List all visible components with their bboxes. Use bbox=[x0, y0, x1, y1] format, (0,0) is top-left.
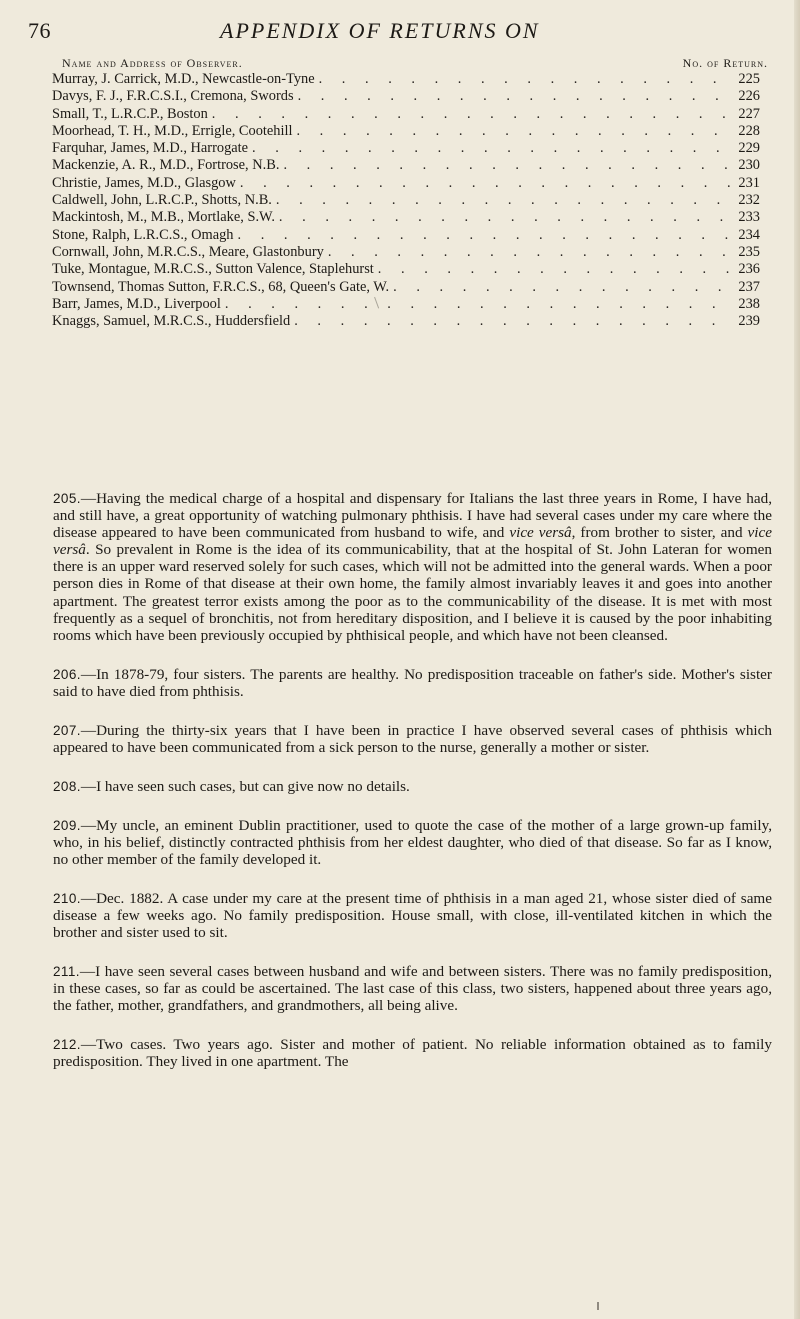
return-number: 232 bbox=[738, 192, 760, 209]
header-observer: Name and Address of Observer. bbox=[62, 56, 243, 70]
paragraph-text: . So prevalent in Rome is the idea of its communicability, that at the hospital of St. John Lateran for women there is an upper ward reserved solely for such cases, which will not be admitted into the general wards. When a poor person dies in Rome of that disease at their own home, the family almost invariably leaves it and goes into another apartment. The greatest terror exists among the poor as to the communicability of the disease. It is met with most frequently as a sequel of bronchitis, not from hereditary disposition, and I believe it is caused by the poor inhabiting rooms which have been previously occupied by phthisical people, and which have not been cleansed. bbox=[53, 541, 772, 644]
italic-phrase: vice versâ bbox=[509, 524, 572, 542]
paragraph-number: 206. bbox=[53, 666, 81, 682]
paragraph-text: , from brother to sister, and bbox=[571, 524, 748, 542]
observer-row bbox=[52, 227, 760, 244]
paragraph bbox=[53, 778, 772, 795]
return-number: 226 bbox=[738, 88, 760, 105]
dot-leader bbox=[315, 71, 732, 88]
dot-leader bbox=[221, 296, 732, 313]
observer-name: Stone, Ralph, L.R.C.S., Omagh bbox=[52, 226, 234, 243]
observer-row bbox=[52, 192, 760, 209]
observer-row bbox=[52, 123, 760, 140]
paragraph-number: 210. bbox=[53, 890, 81, 906]
running-head: APPENDIX OF RETURNS ON bbox=[220, 18, 540, 43]
return-number: 239 bbox=[738, 313, 760, 330]
paragraph-text: —I have seen such cases, but can give now no details. bbox=[80, 777, 410, 795]
paragraph-text: —Having the medical charge of a hospital and dispensary for Italians the last three years in Rome, I have had, and still have, a great opportunity of watching pulmonary phthisis. I have had several cases under my care where the disease appeared to have been communicated from husband to wife, and bbox=[53, 490, 772, 542]
paragraph-text: —Two cases. Two years ago. Sister and mother of patient. No reliable information obtained as to family predisposition. They lived in one apartment. The bbox=[53, 1035, 772, 1070]
observer-row bbox=[52, 261, 760, 278]
observer-name: Moorhead, T. H., M.D., Errigle, Cootehill bbox=[52, 122, 293, 139]
paragraph-text: —During the thirty-six years that I have been in practice I have observed several cases of phthisis which appeared to have been communicated from a sick person to the nurse, generally a mother or sister. bbox=[53, 721, 772, 756]
dot-leader bbox=[279, 157, 732, 174]
observer-row bbox=[52, 71, 760, 88]
return-number: 237 bbox=[738, 278, 760, 295]
paragraph bbox=[53, 963, 772, 1014]
dot-leader bbox=[275, 209, 732, 226]
observer-row bbox=[52, 88, 760, 105]
dot-leader bbox=[389, 279, 732, 296]
returns-table-header bbox=[52, 56, 768, 71]
observer-row bbox=[52, 209, 760, 226]
page-number: 76 bbox=[28, 18, 51, 43]
dot-leader bbox=[290, 313, 732, 330]
observer-name: Townsend, Thomas Sutton, F.R.C.S., 68, Queen's Gate, W. bbox=[52, 278, 390, 295]
observer-name: Farquhar, James, M.D., Harrogate bbox=[52, 140, 249, 157]
dot-leader bbox=[292, 123, 732, 140]
observer-row bbox=[52, 140, 760, 157]
return-number: 225 bbox=[738, 71, 760, 87]
paragraph-text: —I have seen several cases between husband and wife and between sisters. There was no family predisposition, in these cases, so far as could be ascertained. The last case of this class, two sisters, happened about three years ago, the father, mother, grandfathers, and grandmothers, all being alive. bbox=[53, 962, 772, 1014]
return-number: 229 bbox=[738, 140, 760, 157]
return-number: 227 bbox=[738, 105, 760, 122]
dot-leader bbox=[324, 244, 732, 261]
dot-leader bbox=[208, 106, 732, 123]
header-return-number: No. of Return. bbox=[682, 56, 768, 70]
dot-leader bbox=[374, 261, 732, 278]
observer-row bbox=[52, 296, 760, 313]
dot-leader bbox=[236, 175, 732, 192]
observer-name: Murray, J. Carrick, M.D., Newcastle-on-Tyne bbox=[52, 71, 315, 87]
paragraph bbox=[53, 817, 772, 868]
observer-name: Mackintosh, M., M.B., Mortlake, S.W. bbox=[52, 209, 275, 226]
paragraph bbox=[53, 490, 772, 644]
return-number: 228 bbox=[738, 122, 760, 139]
page-edge bbox=[794, 0, 800, 1319]
return-number: 236 bbox=[738, 261, 760, 278]
observer-row bbox=[52, 157, 760, 174]
dot-leader bbox=[272, 192, 732, 209]
paragraph bbox=[53, 890, 772, 941]
observer-name: Cornwall, John, M.R.C.S., Meare, Glastonbury bbox=[52, 243, 324, 260]
paragraph-text: —My uncle, an eminent Dublin practitioner, used to quote the case of the mother of a large grown-up family, who, in his belief, distinctly contracted phthisis from her eldest daughter, who died of that disease. So far as I know, no other member of the family developed it. bbox=[53, 816, 772, 868]
paragraph bbox=[53, 666, 772, 700]
dot-leader bbox=[248, 140, 732, 157]
paragraph-number: 208. bbox=[53, 778, 81, 794]
observer-name: Mackenzie, A. R., M.D., Fortrose, N.B. bbox=[52, 157, 280, 174]
observer-name: Caldwell, John, L.R.C.P., Shotts, N.B. bbox=[52, 192, 272, 209]
observer-name: Knaggs, Samuel, M.R.C.S., Huddersfield bbox=[52, 313, 291, 330]
observer-name: Small, T., L.R.C.P., Boston bbox=[52, 105, 208, 122]
paragraph-number: 205. bbox=[53, 491, 81, 506]
observer-name: Davys, F. J., F.R.C.S.I., Cremona, Swords bbox=[52, 88, 294, 105]
observer-list bbox=[52, 71, 760, 330]
paragraph-number: 209. bbox=[53, 817, 81, 833]
observer-name: Christie, James, M.D., Glasgow bbox=[52, 174, 236, 191]
return-number: 234 bbox=[738, 226, 760, 243]
observer-row bbox=[52, 244, 760, 261]
observer-row bbox=[52, 106, 760, 123]
italic-phrase: vice versâ bbox=[53, 524, 772, 559]
body-text bbox=[53, 490, 772, 1092]
return-number: 230 bbox=[738, 157, 760, 174]
return-number: 231 bbox=[738, 174, 760, 191]
observer-row bbox=[52, 175, 760, 192]
paragraph-text: —In 1878-79, four sisters. The parents are healthy. No predisposition traceable on father's side. Mother's sister said to have died from phthisis. bbox=[53, 665, 772, 700]
observer-name: Tuke, Montague, M.R.C.S., Sutton Valence, Staplehurst bbox=[52, 261, 374, 278]
paragraph bbox=[53, 722, 772, 756]
paragraph bbox=[53, 1036, 772, 1070]
return-number: 235 bbox=[738, 243, 760, 260]
paragraph-number: 212. bbox=[53, 1036, 81, 1052]
observer-row bbox=[52, 279, 760, 296]
return-number: 238 bbox=[738, 295, 760, 312]
paragraph-number: 207. bbox=[53, 722, 81, 738]
observer-name: Barr, James, M.D., Liverpool bbox=[52, 295, 221, 312]
paragraph-text: —Dec. 1882. A case under my care at the present time of phthisis in a man aged 21, whose sister died of same disease a few weeks ago. No family predisposition. House small, with close, ill-ventilated kitchen in which the brother and sister used to sit. bbox=[53, 889, 772, 941]
dot-leader bbox=[234, 227, 733, 244]
return-number: 233 bbox=[738, 209, 760, 226]
dot-leader bbox=[294, 88, 732, 105]
print-speck bbox=[597, 1302, 599, 1310]
paragraph-number: 211. bbox=[53, 963, 80, 979]
observer-row bbox=[52, 313, 760, 330]
